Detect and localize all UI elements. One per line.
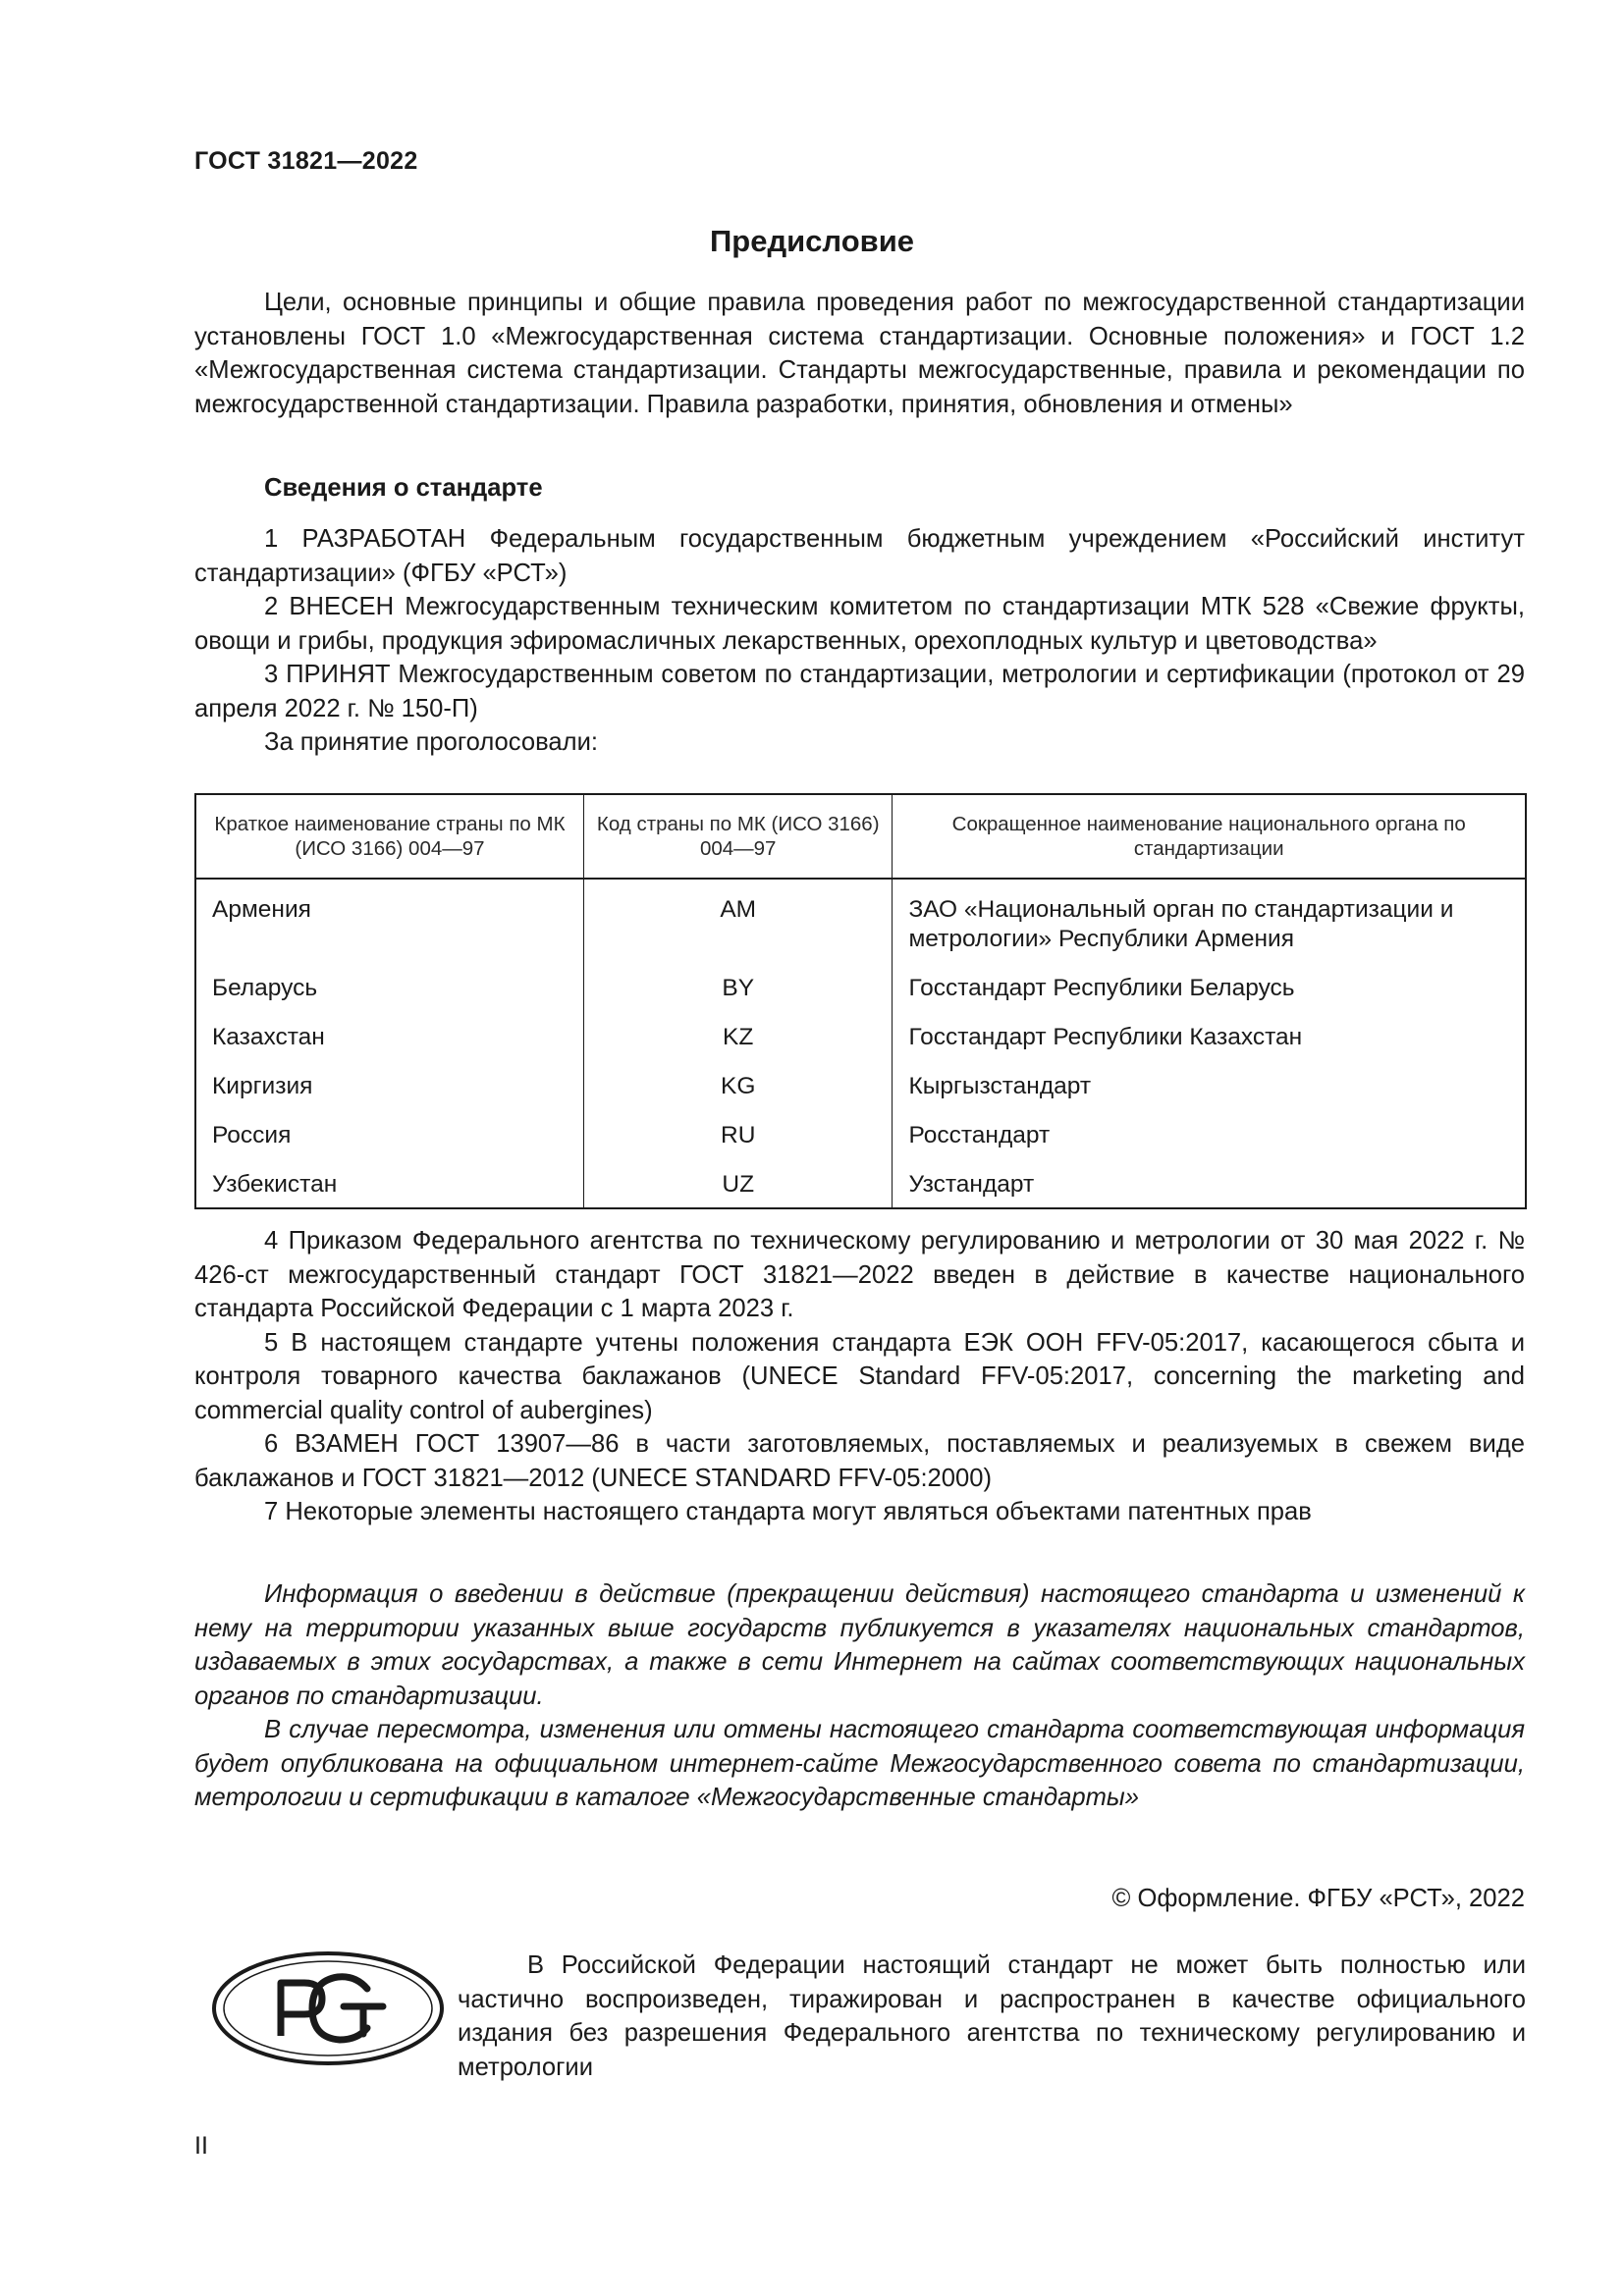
voting-countries-table: [194, 793, 1527, 1209]
country-cell: Казахстан: [195, 1013, 583, 1062]
table-row: [195, 1062, 1526, 1111]
code-cell: UZ: [583, 1160, 892, 1208]
table-row: [195, 964, 1526, 1013]
country-cell: Беларусь: [195, 964, 583, 1013]
code-cell: KZ: [583, 1013, 892, 1062]
notice-paragraph: Информация о введении в действие (прекращении действия) настоящего стандарта и изменений к нему на территории указанных выше государств публикуется в указателях национальных стандартов, издаваемых в этих государствах, а также в сети Интернет на сайтах соответствующих национальных органов по стандартизации.: [194, 1580, 1525, 1710]
notice-paragraph: В случае пересмотра, изменения или отмены настоящего стандарта соответствующая информация будет опубликована на официальном интернет-сайте Межгосударственного совета по стандартизации, метрологии и сертификации в каталоге «Межгосударственные стандарты»: [194, 1716, 1525, 1811]
column-header-code: Код страны по МК (ИСО 3166) 004—97: [583, 794, 892, 879]
body-cell: Госстандарт Республики Казахстан: [908, 1024, 1303, 1050]
standard-info-list: [194, 522, 1525, 760]
intro-paragraph: [194, 286, 1525, 421]
info-item-unece: 5 В настоящем стандарте учтены положения стандарта ЕЭК ООН FFV-05:2017, касающегося сбыта и контроля товарного качества баклажанов (UNECE Standard FFV-05:2017, concerning the marketing and commercial quality control of aubergines): [194, 1328, 1525, 1424]
info-item-adopted: 3 ПРИНЯТ Межгосударственным советом по стандартизации, метрологии и сертификации (протокол от 29 апреля 2022 г. № 150-П): [194, 661, 1525, 722]
info-item-voted-intro: За принятие проголосовали:: [264, 728, 598, 756]
column-header-body: Сокращенное наименование национального органа по стандартизации: [893, 794, 1526, 879]
country-cell: Россия: [195, 1111, 583, 1160]
table-row: [195, 1111, 1526, 1160]
info-item-order: 4 Приказом Федерального агентства по техническому регулированию и метрологии от 30 мая 2022 г. № 426-ст межгосударственный стандарт ГОСТ 31821—2022 введен в действие в качестве национального стандарта Российской Федерации с 1 марта 2023 г.: [194, 1227, 1525, 1322]
body-cell: Госстандарт Республики Беларусь: [908, 975, 1295, 1001]
pct-certification-mark-icon: [210, 1949, 446, 2067]
standard-info-list-continued: [194, 1224, 1525, 1529]
code-cell: KG: [583, 1062, 892, 1111]
page-number: II: [194, 2132, 208, 2160]
info-item-submitted: 2 ВНЕСЕН Межгосударственным техническим комитетом по стандартизации МТК 528 «Свежие фрукты, овощи и грибы, продукция эфиромасличных лекарственных, орехоплодных культур и цветоводства»: [194, 593, 1525, 655]
table-row: [195, 879, 1526, 964]
reproduction-notice-text: В Российской Федерации настоящий стандарт не может быть полностью или частично воспроизведен, тиражирован и распространен в качестве официального издания без разрешения Федерального агентства по техническому регулированию и метрологии: [458, 1951, 1526, 2081]
info-item-developed: 1 РАЗРАБОТАН Федеральным государственным бюджетным учреждением «Российский институт стандартизации» (ФГБУ «РСТ»): [194, 525, 1525, 587]
column-header-country: Краткое наименование страны по МК (ИСО 3166) 004—97: [195, 794, 583, 879]
copyright-line: © Оформление. ФГБУ «РСТ», 2022: [1111, 1885, 1525, 1912]
code-cell: RU: [583, 1111, 892, 1160]
document-code: ГОСТ 31821—2022: [194, 147, 418, 175]
country-cell: Узбекистан: [195, 1160, 583, 1208]
body-cell: Кыргызстандарт: [908, 1073, 1092, 1099]
body-cell: Узстандарт: [908, 1171, 1035, 1198]
page-title: Предисловие: [709, 224, 914, 258]
publication-notice: [194, 1577, 1525, 1815]
country-cell: Армения: [195, 879, 583, 964]
code-cell: AM: [583, 879, 892, 964]
body-cell: ЗАО «Национальный орган по стандартизации и метрологии» Республики Армения: [908, 896, 1454, 952]
table-row: [195, 1013, 1526, 1062]
code-cell: BY: [583, 964, 892, 1013]
info-item-replaces: 6 ВЗАМЕН ГОСТ 13907—86 в части заготовляемых, поставляемых и реализуемых в свежем виде баклажанов и ГОСТ 31821—2012 (UNECE STANDARD FFV-05:2000): [194, 1430, 1525, 1492]
reproduction-notice: [458, 1949, 1526, 2084]
table-row: [195, 1160, 1526, 1208]
intro-text: Цели, основные принципы и общие правила проведения работ по межгосударственной стандартизации установлены ГОСТ 1.0 «Межгосударственная система стандартизации. Основные положения» и ГОСТ 1.2 «Межгосударственная система стандартизации. Стандарты межгосударственные, правила и рекомендации по межгосударственной стандартизации. Правила разработки, принятия, обновления и отмены»: [194, 289, 1525, 418]
section-heading: Сведения о стандарте: [264, 474, 543, 502]
body-cell: Росстандарт: [908, 1122, 1051, 1148]
table-header-row: [195, 794, 1526, 879]
country-cell: Киргизия: [195, 1062, 583, 1111]
info-item-patents: 7 Некоторые элементы настоящего стандарта могут являться объектами патентных прав: [264, 1498, 1312, 1525]
